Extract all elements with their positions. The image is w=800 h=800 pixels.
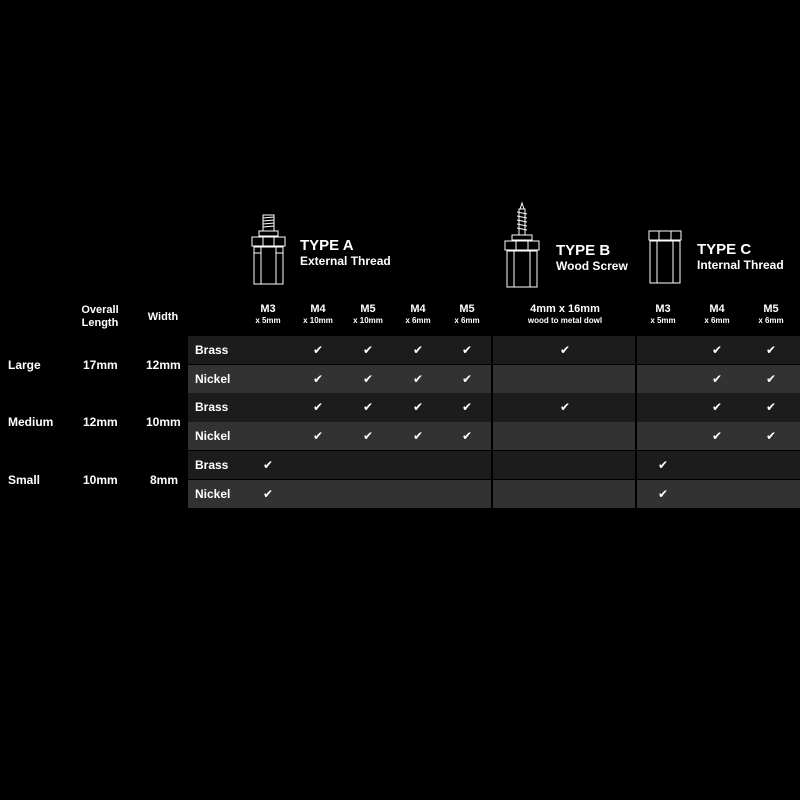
material-label: Nickel [195, 371, 231, 386]
checkmark-icon: ✔ [461, 343, 473, 357]
size-small-name: Small [8, 473, 41, 487]
checkmark-icon: ✔ [262, 486, 274, 501]
col-main: M5 [360, 303, 376, 315]
col-header-c-m3 [638, 303, 688, 326]
checkmark-icon: ✔ [559, 400, 571, 415]
material-label: Nickel [195, 429, 231, 444]
col-sub: wood to metal dowl [527, 316, 603, 325]
type-c-header [697, 241, 784, 272]
size-medium-width: 10mm [146, 415, 181, 429]
type-b-header [556, 242, 628, 273]
type-a-title: TYPE A [300, 237, 354, 254]
size-small-length: 10mm [83, 473, 118, 487]
col-main: M4 [310, 303, 326, 315]
type-c-title: TYPE C [697, 241, 752, 258]
size-large-width: 12mm [146, 358, 181, 372]
col-header-a-m5-6 [442, 303, 492, 326]
col-main: M3 [655, 303, 671, 315]
material-label: Nickel [195, 486, 231, 501]
col-sub: x 10mm [353, 316, 383, 325]
col-header-a-m5-10 [343, 303, 393, 326]
material-label: Brass [195, 400, 229, 415]
checkmark-icon: ✔ [711, 429, 723, 444]
col-main: M4 [709, 303, 725, 315]
col-sub: x 5mm [255, 316, 281, 325]
type-a-subtitle: External Thread [300, 254, 391, 268]
size-small-width: 8mm [150, 473, 179, 487]
col-sub: x 6mm [454, 316, 480, 325]
col-sub: x 6mm [704, 316, 730, 325]
checkmark-icon: ✔ [312, 429, 324, 444]
col-main: M5 [459, 303, 475, 315]
material-label: Brass [195, 343, 229, 357]
overall-length-header: Overall Length [81, 304, 119, 329]
type-a-header [300, 237, 391, 268]
col-header-a-m4-6 [393, 303, 443, 326]
width-header: Width [147, 311, 179, 323]
col-sub: x 6mm [758, 316, 784, 325]
checkmark-icon: ✔ [559, 343, 571, 357]
checkmark-icon: ✔ [765, 400, 777, 415]
size-medium-length: 12mm [83, 415, 118, 429]
checkmark-icon: ✔ [412, 429, 424, 444]
col-main: M4 [410, 303, 426, 315]
checkmark-icon: ✔ [412, 400, 424, 415]
size-large-name: Large [8, 358, 41, 372]
col-header-c-m5 [746, 303, 796, 326]
external-thread-standoff-icon [249, 213, 289, 289]
checkmark-icon: ✔ [765, 343, 777, 357]
checkmark-icon: ✔ [412, 343, 424, 357]
col-sub: x 5mm [650, 316, 676, 325]
checkmark-icon: ✔ [711, 400, 723, 415]
checkmark-icon: ✔ [362, 371, 374, 386]
checkmark-icon: ✔ [362, 400, 374, 415]
checkmark-icon: ✔ [461, 371, 473, 386]
checkmark-icon: ✔ [711, 371, 723, 386]
checkmark-icon: ✔ [765, 371, 777, 386]
checkmark-icon: ✔ [362, 343, 374, 357]
checkmark-icon: ✔ [657, 457, 669, 472]
checkmark-icon: ✔ [765, 429, 777, 444]
col-header-c-m4 [692, 303, 742, 326]
checkmark-icon: ✔ [657, 486, 669, 501]
group-separator-b-c [635, 336, 637, 508]
col-header-b-wood [510, 303, 620, 326]
col-header-a-m3 [243, 303, 293, 326]
checkmark-icon: ✔ [312, 343, 324, 357]
type-b-title: TYPE B [556, 242, 611, 259]
checkmark-icon: ✔ [312, 371, 324, 386]
size-large-length: 17mm [83, 358, 118, 372]
checkmark-icon: ✔ [461, 429, 473, 444]
col-main: 4mm x 16mm [530, 303, 600, 315]
size-medium-name: Medium [8, 415, 54, 429]
col-sub: x 10mm [303, 316, 333, 325]
checkmark-icon: ✔ [711, 343, 723, 357]
checkmark-icon: ✔ [262, 457, 274, 472]
col-main: M5 [763, 303, 779, 315]
material-label: Brass [195, 457, 229, 472]
checkmark-icon: ✔ [312, 400, 324, 415]
type-c-subtitle: Internal Thread [697, 258, 784, 272]
group-separator-a-b [491, 336, 493, 508]
col-main: M3 [260, 303, 276, 315]
col-sub: x 6mm [405, 316, 431, 325]
col-header-a-m4-10 [293, 303, 343, 326]
checkmark-icon: ✔ [362, 429, 374, 444]
checkmark-icon: ✔ [412, 371, 424, 386]
wood-screw-standoff-icon [502, 201, 542, 291]
type-b-subtitle: Wood Screw [556, 259, 628, 273]
internal-thread-standoff-icon [645, 229, 685, 289]
checkmark-icon: ✔ [461, 400, 473, 415]
